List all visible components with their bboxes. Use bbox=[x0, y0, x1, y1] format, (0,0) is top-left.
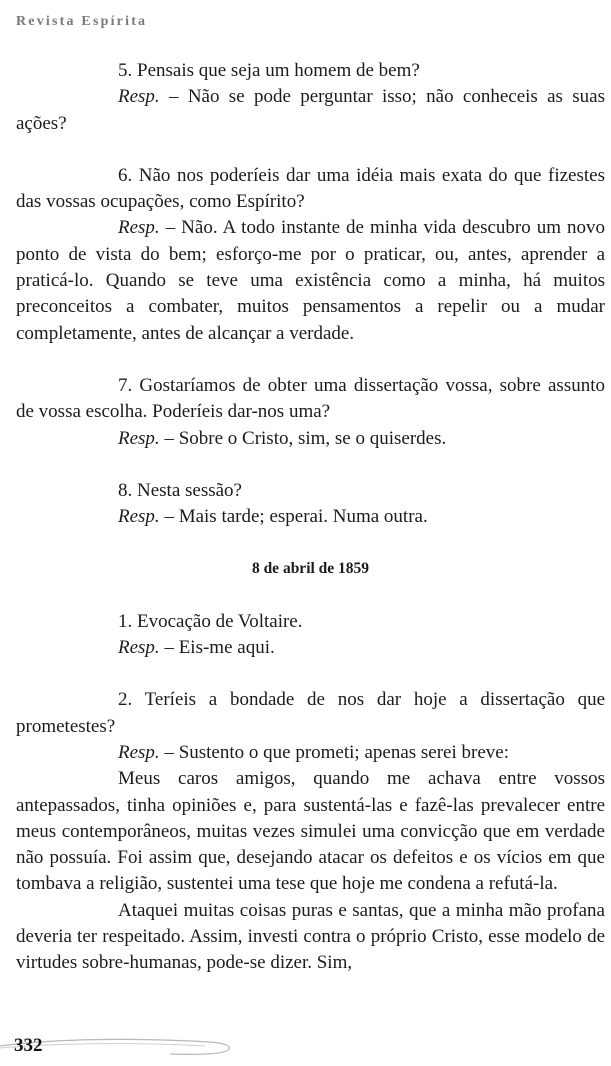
session-item-2: 2. Teríeis a bondade de nos dar hoje a dissertação que prometestes? bbox=[16, 689, 605, 737]
question-6: 6. Não nos poderíeis dar uma idéia mais exata do que fizestes das vossas ocupações, como Espírito? bbox=[16, 164, 605, 213]
session-answer-1: Resp. – Eis-me aqui. bbox=[118, 637, 275, 659]
running-header: Revista Espírita bbox=[16, 14, 148, 29]
session-answer-2: Resp. – Sustento o que prometi; apenas serei breve: bbox=[118, 741, 509, 763]
answer-7: Resp. – Sobre o Cristo, sim, se o quiserdes. bbox=[118, 427, 447, 449]
answer-6: Resp. – Não. A todo instante de minha vida descubro um novo ponto de vista do bem; esforço-me por o praticar, ou, antes, aprender a praticá-lo. Quando se teve uma existência como a minha, há muitos preconceitos a combater, muitos pensamentos a repelir ou a mudar completamente, antes de alcançar a verdade. bbox=[16, 217, 605, 344]
dissertation-paragraph-1: Meus caros amigos, quando me achava entre vossos antepassados, tinha opiniões e, para sustentá-las e fazê-las prevalecer entre meus contemporâneos, muitas vezes simulei uma convicção que em verdade não possuía. Foi assim que, desejando atacar os defeitos e os vícios em que tombava a religião, sustentei uma tese que hoje me condena a refutá-la. bbox=[16, 768, 605, 895]
question-7: 7. Gostaríamos de obter uma dissertação vossa, sobre assunto de vossa escolha. Poderíeis dar-nos uma? bbox=[16, 374, 605, 423]
question-5: 5. Pensais que seja um homem de bem? bbox=[118, 60, 420, 81]
question-8: 8. Nesta sessão? bbox=[118, 479, 242, 501]
session-item-1: 1. Evocação de Voltaire. bbox=[118, 610, 303, 632]
dissertation-paragraph-2: Ataquei muitas coisas puras e santas, que a minha mão profana deveria ter respeitado. Assim, investi contra o próprio Cristo, esse modelo de virtudes sobre-humanas, pode-se dizer. Sim, bbox=[16, 899, 605, 974]
answer-8: Resp. – Mais tarde; esperai. Numa outra. bbox=[118, 506, 428, 528]
answer-5: Resp. – Não se pode perguntar isso; não conheceis as suas ações? bbox=[16, 86, 605, 134]
session-date-heading: 8 de abril de 1859 bbox=[251, 560, 370, 578]
page-body bbox=[16, 58, 605, 977]
page-number: 332 bbox=[14, 1035, 43, 1056]
